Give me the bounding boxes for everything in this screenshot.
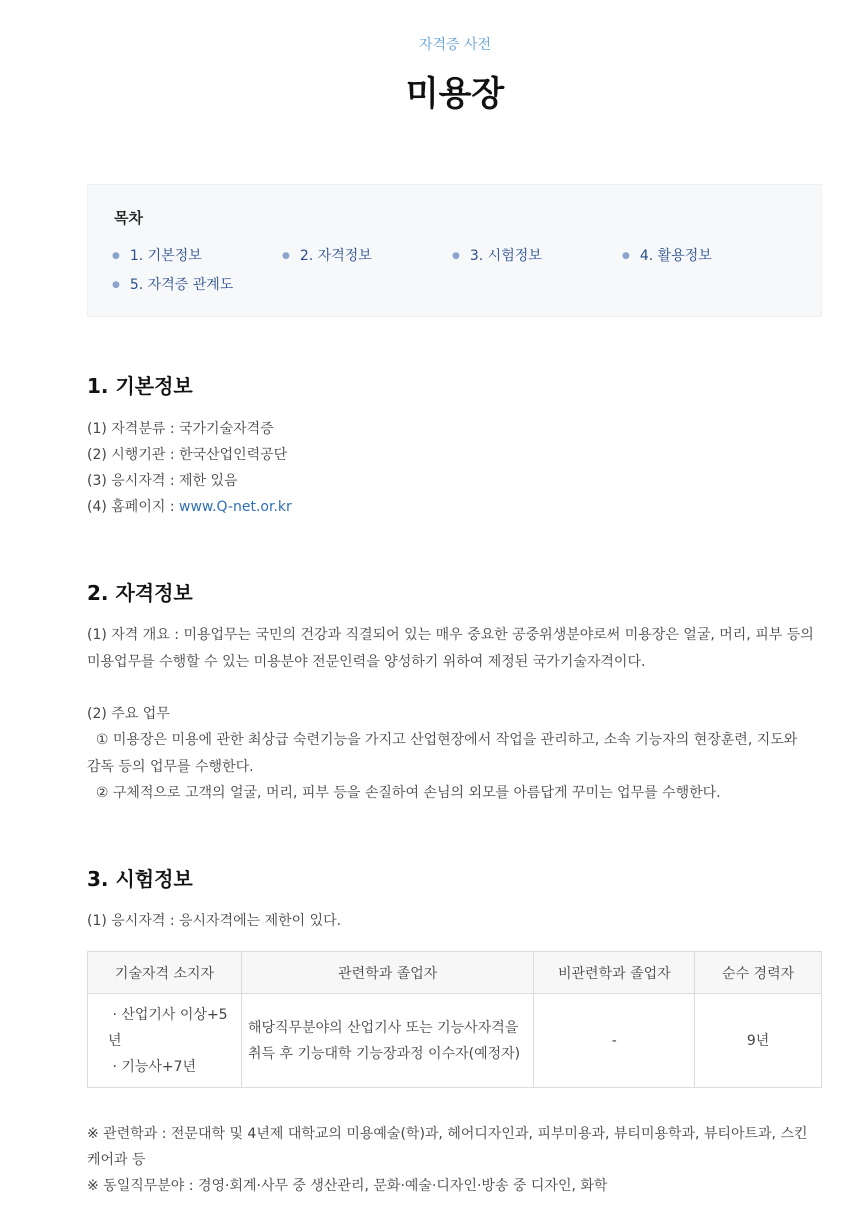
section-heading-exam-info: 3. 시험정보 [87,867,193,891]
bullet-icon: ● [112,280,120,290]
table-cell: 9년 [695,994,822,1088]
table-header: 관련학과 졸업자 [241,952,534,994]
homepage-line: (4) 홈페이지 : www.Q-net.or.kr [87,499,292,515]
info-line: (3) 응시자격 : 제한 있음 [87,473,238,489]
duties-title: (2) 주요 업무 [87,706,170,722]
toc-link-exam-info[interactable]: ● 3. 시험정보 [452,248,542,264]
cell-line: 취득 후 기능대학 기능장과정 이수자(예정자) [247,1045,521,1062]
toc-link-usage-info[interactable]: ● 4. 활용정보 [622,248,712,264]
info-line: (2) 시행기관 : 한국산업인력공단 [87,447,288,463]
table-cell: - [534,994,695,1088]
exam-intro: (1) 응시자격 : 응시자격에는 제한이 있다. [87,913,342,929]
table-header-row [88,952,822,994]
overview-line: (1) 자격 개요 : 미용업무는 국민의 건강과 직결되어 있는 매우 중요한 공중위생분야로써 미용장은 얼굴, 머리, 피부 등의 [87,627,814,643]
duty-line: 감독 등의 업무를 수행한다. [87,759,254,775]
toc-link-qualification-info[interactable]: ● 2. 자격정보 [282,248,372,264]
table-row [88,994,822,1088]
cell-line: · 산업기사 이상+5 [108,1006,228,1023]
note-line: 케어과 등 [87,1152,146,1168]
homepage-link[interactable]: www.Q-net.or.kr [179,499,292,515]
table-cell [88,994,242,1088]
cell-line: · 기능사+7년 [108,1058,197,1075]
section-heading-basic-info: 1. 기본정보 [87,374,193,398]
toc-title: 목차 [114,209,143,227]
note-line: ※ 동일직무분야 : 경영·회계·사무 중 생산관리, 문화·예술·디자인·방송 중 디자인, 화학 [87,1178,608,1194]
table-header: 기술자격 소지자 [88,952,242,994]
note-line: ※ 관련학과 : 전문대학 및 4년제 대학교의 미용예술(학)과, 헤어디자인과, 피부미용과, 뷰티미용학과, 뷰티아트과, 스킨 [87,1126,808,1142]
table-cell [241,994,534,1088]
cell-line: 해당직무분야의 산업기사 또는 기능사자격을 [247,1019,519,1036]
toc-link-basic-info[interactable]: ● 1. 기본정보 [112,248,202,264]
table-of-contents [87,184,822,317]
cell-line: 년 [108,1032,122,1049]
info-line: (1) 자격분류 : 국가기술자격증 [87,421,274,437]
category-label: 자격증 사전 [418,37,492,53]
overview-line: 미용업무를 수행할 수 있는 미용분야 전문인력을 양성하기 위하여 제정된 국가기술자격이다. [87,654,646,670]
bullet-icon: ● [452,251,460,261]
duty-line: ① 미용장은 미용에 관한 최상급 숙련기능을 가지고 산업현장에서 작업을 관리하고, 소속 기능자의 현장훈련, 지도와 [87,732,798,748]
table-header: 비관련학과 졸업자 [534,952,695,994]
table-header: 순수 경력자 [695,952,822,994]
bullet-icon: ● [622,251,630,261]
section-heading-qualification-info: 2. 자격정보 [87,581,193,605]
duty-line: ② 구체적으로 고객의 얼굴, 머리, 피부 등을 손질하여 손님의 외모를 아름답게 꾸미는 업무를 수행한다. [87,785,721,801]
toc-link-relations[interactable]: ● 5. 자격증 관계도 [112,277,234,293]
eligibility-table [87,951,822,1088]
bullet-icon: ● [112,251,120,261]
page-title: 미용장 [405,74,505,114]
bullet-icon: ● [282,251,290,261]
